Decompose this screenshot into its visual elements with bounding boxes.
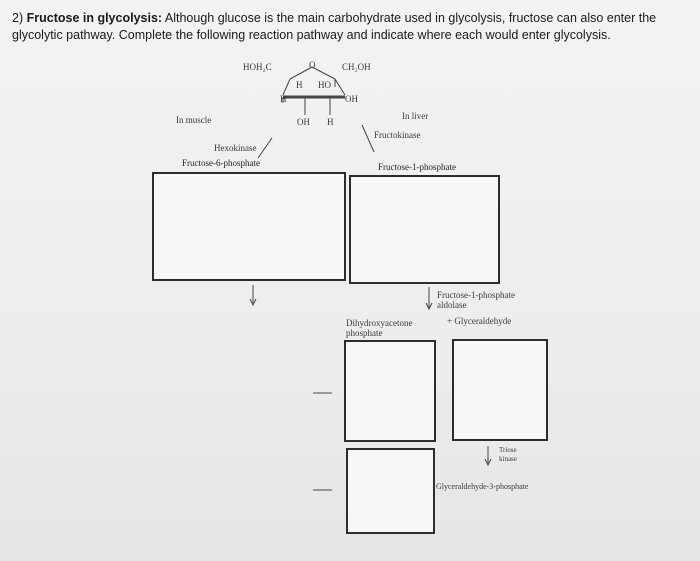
dhap-label-line2: phosphate xyxy=(346,328,383,338)
oh-label-2: OH xyxy=(297,117,310,127)
h-label-1: H xyxy=(296,80,303,90)
h-label-2: H xyxy=(280,94,287,104)
g3p-label: Glyceraldehyde-3-phosphate xyxy=(436,482,529,491)
question-line-2: glycolytic pathway. Complete the following reaction pathway and indicate where each would enter glycolysis. xyxy=(12,28,611,42)
fructose-6-phosphate-label: Fructose-6-phosphate xyxy=(182,158,260,168)
hexokinase-label: Hexokinase xyxy=(214,143,257,153)
glyceraldehyde-label: + Glyceraldehyde xyxy=(447,316,512,326)
dhap-label-line1: Dihydroxyacetone xyxy=(346,318,413,328)
oh-label-1: OH xyxy=(345,94,358,104)
muscle-location-label: In muscle xyxy=(176,115,212,125)
liver-location-label: In liver xyxy=(402,111,429,121)
muscle-answer-box[interactable] xyxy=(152,172,346,281)
ring-bond-left xyxy=(283,79,290,95)
ch2oh-label: CH₂OH xyxy=(342,62,371,72)
ho-label: HO xyxy=(318,80,331,90)
question-number: 2) xyxy=(12,11,24,25)
triose-kinase-label-line2: kinase xyxy=(499,455,517,463)
question-line-1: Although glucose is the main carbohydrate used in glycolysis, fructose can also enter the xyxy=(164,11,657,25)
liver-answer-box[interactable] xyxy=(349,175,500,284)
fructose-1-phosphate-label: Fructose-1-phosphate xyxy=(378,162,456,172)
glyceraldehyde-answer-box[interactable] xyxy=(452,339,548,441)
triose-kinase-label-line1: Triose xyxy=(499,446,517,454)
g3p-answer-box[interactable] xyxy=(346,448,435,534)
ring-oxygen-label: O xyxy=(309,60,316,70)
fructokinase-label: Fructokinase xyxy=(374,130,421,140)
dhap-answer-box[interactable] xyxy=(344,340,436,442)
ring-bond-right xyxy=(335,79,345,95)
hexokinase-arrow xyxy=(258,138,272,158)
hoh2c-label: HOH₂C xyxy=(243,62,272,72)
h-label-3: H xyxy=(327,117,334,127)
fructokinase-arrow xyxy=(362,125,374,152)
aldolase-label-line2: aldolase xyxy=(437,300,467,310)
aldolase-label-line1: Fructose-1-phosphate xyxy=(437,290,515,300)
question-title: Fructose in glycolysis: xyxy=(26,11,163,25)
